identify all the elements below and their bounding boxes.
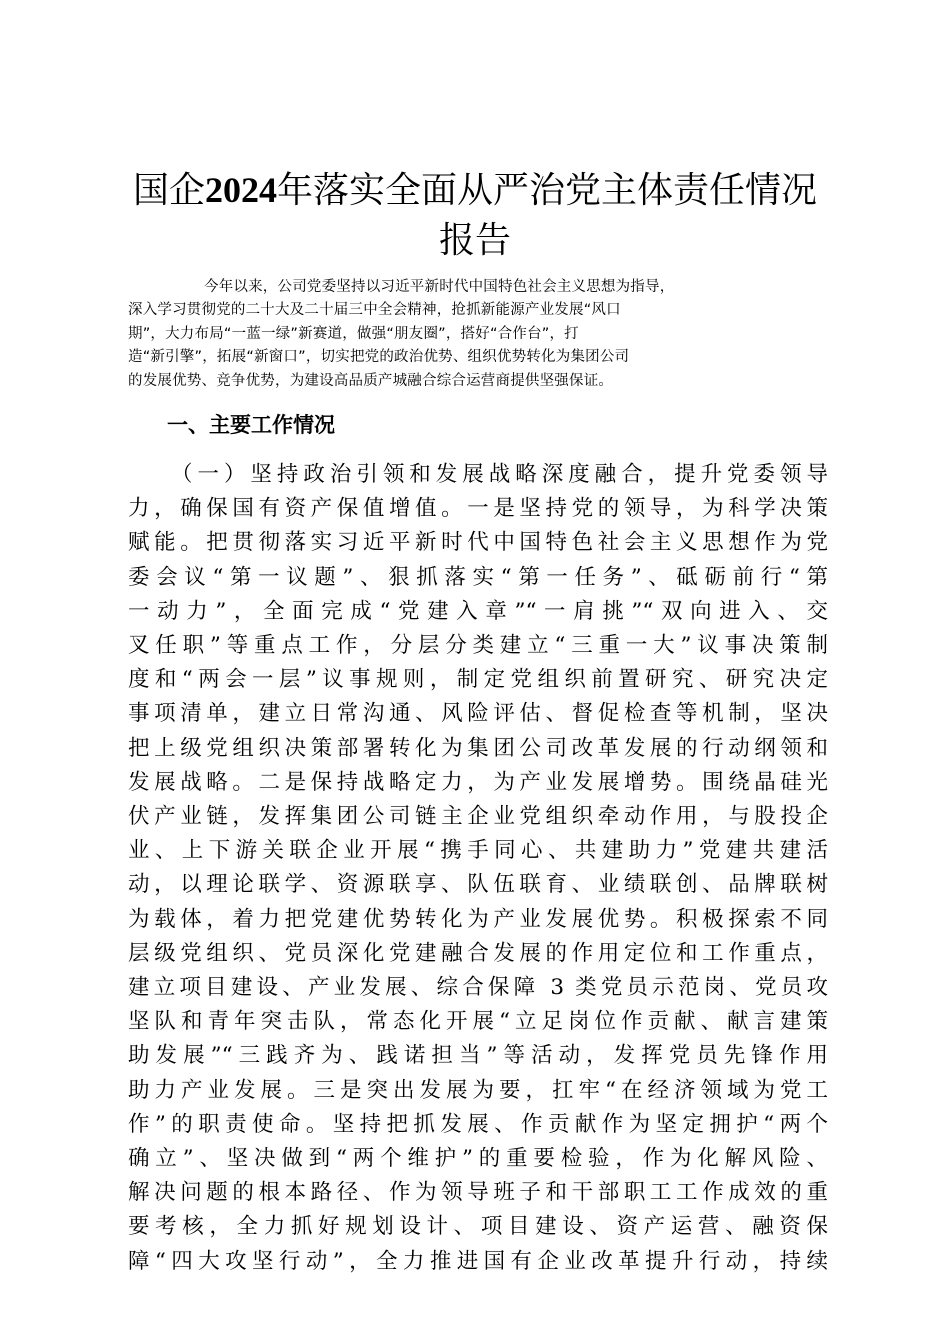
body-line: 解决问题的根本路径、作为领导班子和干部职工工作成效的重 [128,1180,828,1206]
body-line: 助发展”“三践齐为、践诺担当”等活动，发挥党员先锋作用 [128,1043,828,1069]
section-heading: 一、主要工作情况 [167,413,335,437]
title-line-1: 国企2024年落实全面从严治党主体责任情况 [132,170,818,211]
body-line: （一）坚持政治引领和发展战略深度融合，提升党委领导 [171,462,828,487]
intro-line: 期”，大力布局“一蓝一绿”新赛道，做强“朋友圈”，搭好“合作台”，打 [128,325,579,342]
intro-line: 深入学习贯彻党的二十大及二十届三中全会精神，抢抓新能源产业发展“风口 [128,302,621,319]
body-line: 建立项目建设、产业发展、综合保障 3 类党员示范岗、党员攻 [128,975,828,1001]
body-line: 叉任职”等重点工作，分层分类建立“三重一大”议事决策制 [128,633,828,659]
body-line: 助力产业发展。三是突出发展为要，扛牢“在经济领域为党工 [128,1077,828,1103]
body-line: 作”的职责使命。坚持把抓发展、作贡献作为坚定拥护“两个 [128,1111,828,1137]
intro-line: 的发展优势、竞争优势，为建设高品质产城融合综合运营商提供坚强保证。 [128,372,614,389]
intro-line: 今年以来，公司党委坚持以习近平新时代中国特色社会主义思想为指导， [204,279,675,295]
document-title [100,165,850,266]
body-line: 坚队和青年突击队，常态化开展“立足岗位作贡献、献言建策 [128,1009,828,1035]
body-line: 发展战略。二是保持战略定力，为产业发展增势。围绕晶硅光 [128,769,828,795]
body-line: 要考核，全力抓好规划设计、项目建设、资产运营、融资保 [128,1214,828,1240]
body-paragraph [128,458,828,1279]
body-line: 事项清单，建立日常沟通、风险评估、督促检查等机制，坚决 [128,701,828,727]
body-line: 确立”、坚决做到“两个维护”的重要检验，作为化解风险、 [128,1146,828,1172]
body-line: 为载体，着力把党建优势转化为产业发展优势。积极探索不同 [128,906,828,932]
body-line: 业、上下游关联企业开展“携手同心、共建助力”党建共建活 [128,838,828,864]
body-line: 委会议“第一议题”、狠抓落实“第一任务”、砥砺前行“第 [128,564,828,590]
body-line: 一动力”，全面完成“党建入章”“一肩挑”“双向进入、交 [128,598,828,624]
body-line: 伏产业链，发挥集团公司链主企业党组织牵动作用，与股投企 [128,804,828,830]
body-line: 力，确保国有资产保值增值。一是坚持党的领导，为科学决策 [128,496,828,522]
body-line: 把上级党组织决策部署转化为集团公司改革发展的行动纲领和 [128,735,828,761]
body-line: 障“四大攻坚行动”，全力推进国有企业改革提升行动，持续 [128,1248,828,1274]
intro-paragraph [128,276,818,393]
body-line: 层级党组织、党员深化党建融合发展的作用定位和工作重点， [128,940,828,966]
body-line: 度和“两会一层”议事规则，制定党组织前置研究、研究决定 [128,667,828,693]
body-line: 赋能。把贯彻落实习近平新时代中国特色社会主义思想作为党 [128,530,828,556]
body-line: 动，以理论联学、资源联享、队伍联育、业绩联创、品牌联树 [128,872,828,898]
title-line-2: 报告 [438,220,511,261]
intro-line: 造“新引擎”，拓展“新窗口”，切实把党的政治优势、组织优势转化为集团公司 [128,349,630,366]
